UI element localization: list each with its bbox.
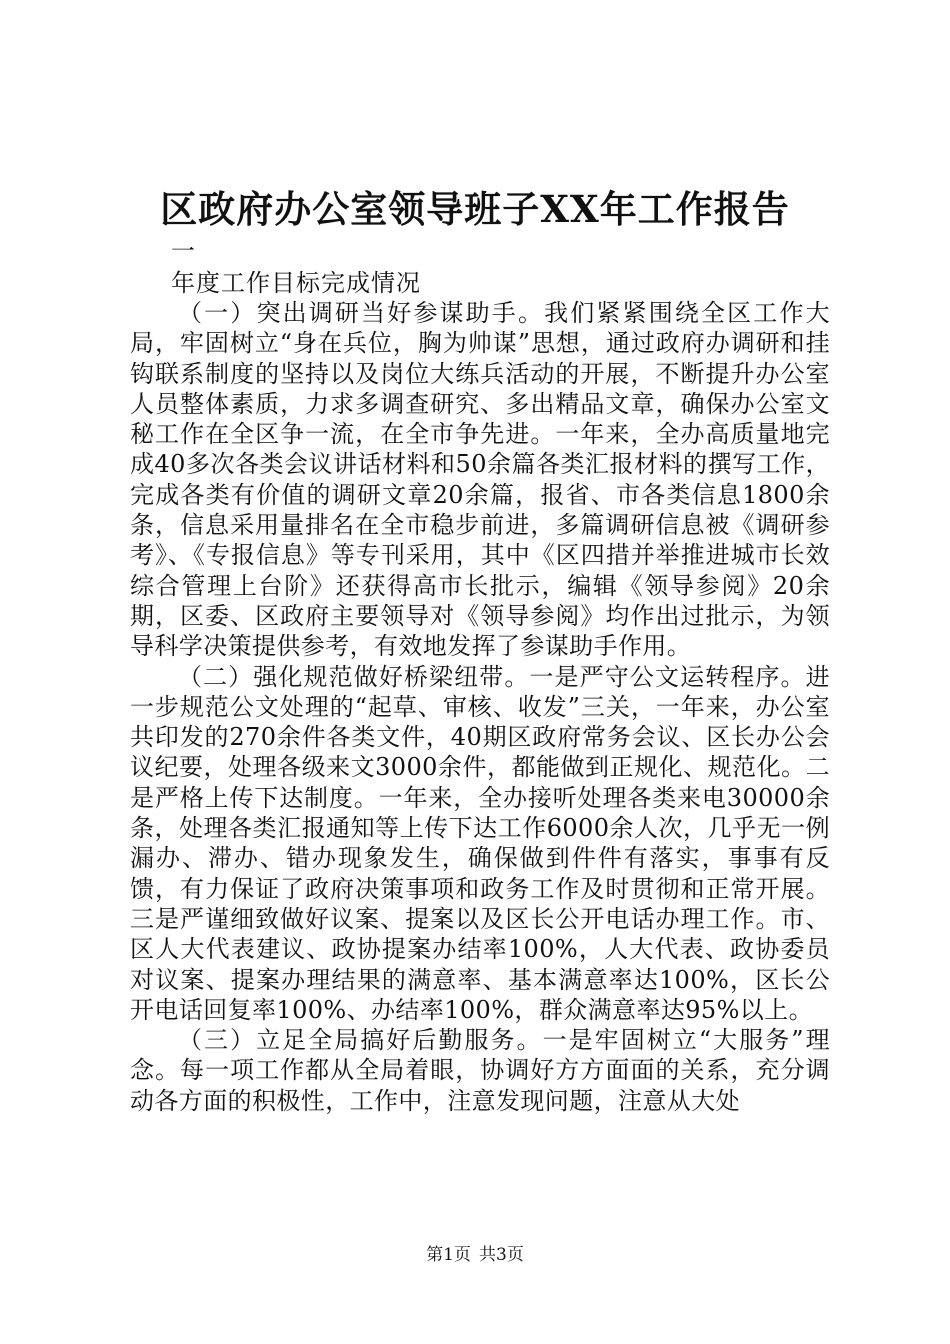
page-footer [0, 1244, 950, 1266]
section-title: 年度工作目标完成情况 [171, 269, 421, 297]
paragraph-research: （一）突出调研当好参谋助手。我们紧紧围绕全区工作大局，牢固树立“身在兵位，胸为帅谋”思想，通过政府办调研和挂钩联系制度的坚持以及岗位大练兵活动的开展，不断提升办公室人员整体素质，力求多调查研究、多出精品文章，确保办公室文秘工作在全区争一流，在全市争先进。一年来，全办高质量地完成40多次各类会议讲话材料和50余篇各类汇报材料的撰写工作，完成各类有价值的调研文章20余篇，报省、市各类信息1800余条，信息采用量排名在全市稳步前进，多篇调研信息被《调研参考》、《专报信息》等专刊采用，其中《区四措并举推进城市长效综合管理上台阶》还获得高市长批示，编辑《领导参阅》20余期，区委、区政府主要领导对《领导参阅》均作出过批示，为领导科学决策提供参考，有效地发挥了参谋助手作用。 [130, 299, 830, 661]
paragraph-logistics: （三）立足全局搞好后勤服务。一是牢固树立“大服务”理念。每一项工作都从全局着眼，协调好方方面面的关系，充分调动各方面的积极性，工作中，注意发现问题，注意从大处 [130, 1026, 830, 1115]
document-title: 区政府办公室领导班子XX年工作报告 [160, 187, 790, 231]
section-number: 一 [171, 237, 195, 265]
page-total: 共3页 [479, 1245, 524, 1265]
page-number: 第1页 [426, 1245, 471, 1265]
paragraph-standards: （二）强化规范做好桥梁纽带。一是严守公文运转程序。进一步规范公文处理的“起草、审核、收发”三关，一年来，办公室共印发的270余件各类文件，40期区政府常务会议、区长办公会议纪要，处理各级来文3000余件，都能做到正规化、规范化。二是严格上传下达制度。一年来，全办接听处理各类来电30000余条，处理各类汇报通知等上传下达工作6000余人次，几乎无一例漏办、滞办、错办现象发生，确保做到件件有落实，事事有反馈，有力保证了政府决策事项和政务工作及时贯彻和正常开展。三是严谨细致做好议案、提案以及区长公开电话办理工作。市、区人大代表建议、政协提案办结率100%，人大代表、政协委员对议案、提案办理结果的满意率、基本满意率达100%，区长公开电话回复率100%、办结率100%，群众满意率达95%以上。 [130, 662, 830, 1024]
document-body [130, 298, 830, 1116]
